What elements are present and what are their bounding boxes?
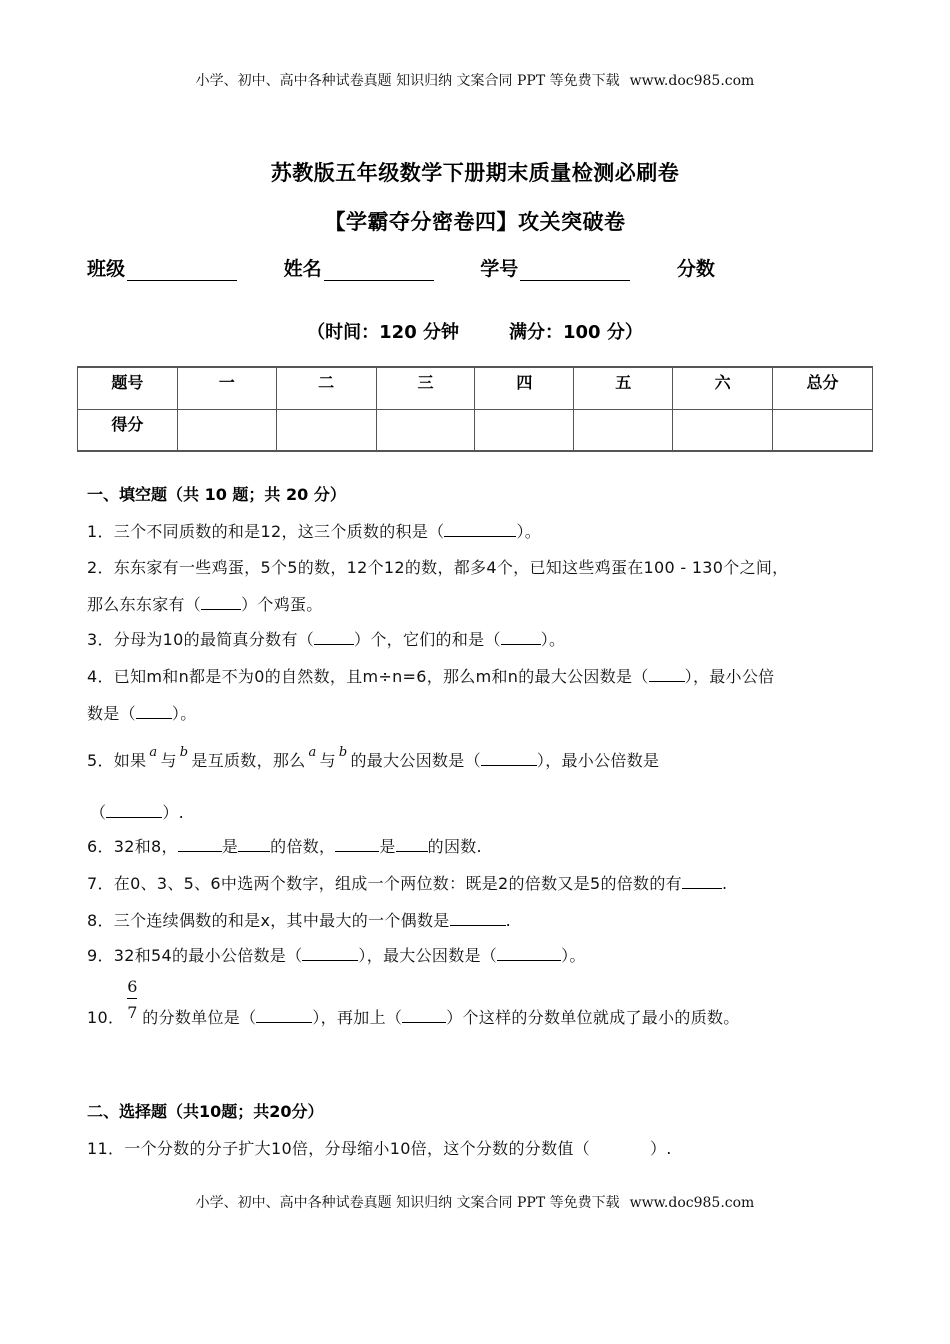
- score-cell[interactable]: [673, 409, 773, 451]
- header-cell: 二: [276, 367, 376, 409]
- page-subtitle: 【学霸夺分密卷四】攻关突破卷: [324, 210, 626, 234]
- exam-meta: [0, 318, 950, 344]
- question-text: 的分数单位是（: [142, 1008, 257, 1027]
- question-5-line2: [90, 800, 184, 823]
- header-cell: 题号: [78, 367, 178, 409]
- header-watermark: [0, 70, 950, 90]
- variable-a: a: [308, 745, 317, 760]
- question-number: 11．: [87, 1139, 125, 1158]
- section-heading-fill-in: 一、填空题（共 10 题；共 20 分）: [87, 485, 346, 504]
- answer-blank[interactable]: [396, 837, 428, 852]
- question-4-line2: [87, 701, 197, 724]
- answer-blank[interactable]: [682, 874, 722, 889]
- question-7: [87, 871, 727, 894]
- question-text: 是: [221, 837, 239, 856]
- question-text: ）。: [540, 630, 566, 649]
- score-cell[interactable]: [276, 409, 376, 451]
- variable-b: b: [179, 745, 189, 760]
- question-number: 3．: [87, 630, 114, 649]
- exam-full-score: 满分：100 分）: [509, 322, 643, 343]
- student-id-field: [480, 254, 630, 281]
- question-3: [87, 627, 565, 650]
- question-text: 的倍数，: [270, 837, 336, 856]
- student-id-label: 学号: [480, 258, 519, 280]
- question-text: 一个分数的分子扩大10倍，分母缩小10倍，这个分数的分数值（: [124, 1139, 590, 1158]
- answer-blank[interactable]: [450, 911, 506, 926]
- question-number: 6．: [87, 837, 114, 856]
- question-text: 的最大公因数是（: [350, 751, 481, 770]
- question-text: 是: [379, 837, 396, 856]
- fraction-six-sevenths: [126, 977, 140, 1023]
- answer-blank[interactable]: [481, 751, 537, 766]
- score-label: 分数: [676, 258, 715, 280]
- header-cell: 六: [673, 367, 773, 409]
- watermark-text: 小学、初中、高中各种试卷真题 知识归纳 文案合同 PPT 等免费下载: [195, 1195, 620, 1211]
- question-number: 1．: [87, 522, 114, 541]
- question-number: 4．: [87, 667, 114, 686]
- answer-blank[interactable]: [335, 837, 379, 852]
- question-text: 与: [160, 751, 177, 770]
- question-text: ）个，它们的和是（: [354, 630, 501, 649]
- question-number: 7．: [87, 874, 114, 893]
- question-text: 32和54的最小公倍数是（: [113, 946, 303, 965]
- question-text: 是互质数，那么: [191, 751, 306, 770]
- score-cell[interactable]: [376, 409, 475, 451]
- watermark-text: 小学、初中、高中各种试卷真题 知识归纳 文案合同 PPT 等免费下载: [195, 73, 620, 89]
- score-cell[interactable]: [773, 409, 873, 451]
- watermark-url[interactable]: www.doc985.com: [629, 73, 755, 89]
- question-text: ）.: [162, 803, 184, 822]
- question-number: 9．: [87, 946, 114, 965]
- answer-blank[interactable]: [302, 946, 358, 961]
- answer-blank[interactable]: [444, 522, 516, 537]
- question-9: [87, 943, 586, 966]
- score-cell[interactable]: [177, 409, 276, 451]
- watermark-url[interactable]: www.doc985.com: [629, 1195, 755, 1211]
- question-text: .: [505, 911, 511, 930]
- question-text: ）。: [171, 704, 197, 723]
- fraction-bar: [127, 998, 137, 999]
- row-label-cell: 得分: [78, 409, 178, 451]
- question-8: [87, 908, 511, 931]
- student-id-blank[interactable]: [520, 262, 630, 281]
- question-number: 10．: [87, 1008, 125, 1027]
- question-text: 与: [319, 751, 336, 770]
- question-text: 三个连续偶数的和是x，其中最大的一个偶数是: [113, 911, 450, 930]
- score-table-score-row: [78, 409, 873, 451]
- name-label: 姓名: [283, 258, 322, 280]
- answer-blank[interactable]: [402, 1008, 446, 1023]
- question-number: 5．: [87, 751, 114, 770]
- question-text: 数是（: [87, 704, 136, 723]
- question-text: 在0、3、5、6中选两个数字，组成一个两位数：既是2的倍数又是5的倍数的有: [113, 874, 682, 893]
- question-text: 的因数.: [427, 837, 482, 856]
- exam-time: （时间：120 分钟: [307, 322, 459, 343]
- question-text: ），最大公因数是（: [358, 946, 498, 965]
- header-cell: 五: [574, 367, 673, 409]
- score-cell[interactable]: [574, 409, 673, 451]
- question-text: ）.: [650, 1139, 672, 1158]
- name-blank[interactable]: [324, 262, 434, 281]
- answer-blank[interactable]: [256, 1008, 312, 1023]
- question-10: [87, 977, 740, 1028]
- question-text: ）。: [516, 522, 542, 541]
- question-11: [87, 1136, 672, 1159]
- answer-blank[interactable]: [501, 630, 541, 645]
- answer-blank[interactable]: [106, 803, 162, 818]
- question-text: ）个这样的分数单位就成了最小的质数。: [446, 1008, 740, 1027]
- question-1: [87, 519, 541, 542]
- student-info-row: [87, 254, 755, 281]
- header-cell: 三: [376, 367, 475, 409]
- question-text: ），再加上（: [312, 1008, 403, 1027]
- variable-b: b: [338, 745, 348, 760]
- header-cell: 总分: [773, 367, 873, 409]
- question-text: （: [90, 803, 107, 822]
- question-2-line2: [87, 592, 323, 615]
- question-number: 8．: [87, 911, 114, 930]
- question-6: [87, 834, 482, 857]
- question-4: [87, 664, 774, 687]
- answer-blank[interactable]: [649, 667, 685, 682]
- answer-blank[interactable]: [497, 946, 561, 961]
- question-text: ），最小公倍: [684, 667, 775, 686]
- score-table: [77, 366, 873, 452]
- question-text: 分母为10的最简真分数有（: [113, 630, 315, 649]
- question-2: [87, 555, 788, 578]
- question-text: 已知m和n都是不为0的自然数，且m÷n=6，那么m和n的最大公因数是（: [113, 667, 649, 686]
- fraction-denominator: 7: [127, 1003, 138, 1022]
- question-number: 2．: [87, 558, 114, 577]
- question-text: 三个不同质数的和是12，这三个质数的积是（: [113, 522, 445, 541]
- variable-a: a: [149, 745, 158, 760]
- class-field: [87, 254, 237, 281]
- question-text: ）。: [561, 946, 586, 965]
- header-cell: 一: [177, 367, 276, 409]
- section-heading-multiple-choice: 二、选择题（共10题；共20分）: [87, 1102, 324, 1121]
- answer-blank[interactable]: [178, 837, 222, 852]
- score-field: [677, 254, 715, 281]
- question-5: [87, 745, 660, 771]
- class-blank[interactable]: [127, 262, 237, 281]
- question-text: 如果: [113, 751, 147, 770]
- score-cell[interactable]: [475, 409, 574, 451]
- question-text: .: [721, 874, 728, 893]
- answer-blank[interactable]: [201, 595, 241, 610]
- score-table-header-row: [78, 367, 873, 409]
- question-text: ），最小公倍数是: [536, 751, 660, 770]
- name-field: [284, 254, 434, 281]
- answer-blank[interactable]: [314, 630, 354, 645]
- class-label: 班级: [87, 258, 126, 280]
- question-text: 那么东东家有（: [87, 595, 202, 614]
- header-cell: 四: [475, 367, 574, 409]
- page-title: 苏教版五年级数学下册期末质量检测必刷卷: [270, 161, 680, 185]
- answer-blank[interactable]: [136, 704, 172, 719]
- footer-watermark: [0, 1192, 950, 1212]
- answer-blank[interactable]: [238, 837, 270, 852]
- question-text: ）个鸡蛋。: [241, 595, 323, 614]
- question-text: 32和8，: [113, 837, 178, 856]
- question-text: 东东家有一些鸡蛋，5个5的数，12个12的数，都多4个，已知这些鸡蛋在100 - 130个之间，: [113, 558, 789, 577]
- fraction-numerator: 6: [127, 977, 138, 996]
